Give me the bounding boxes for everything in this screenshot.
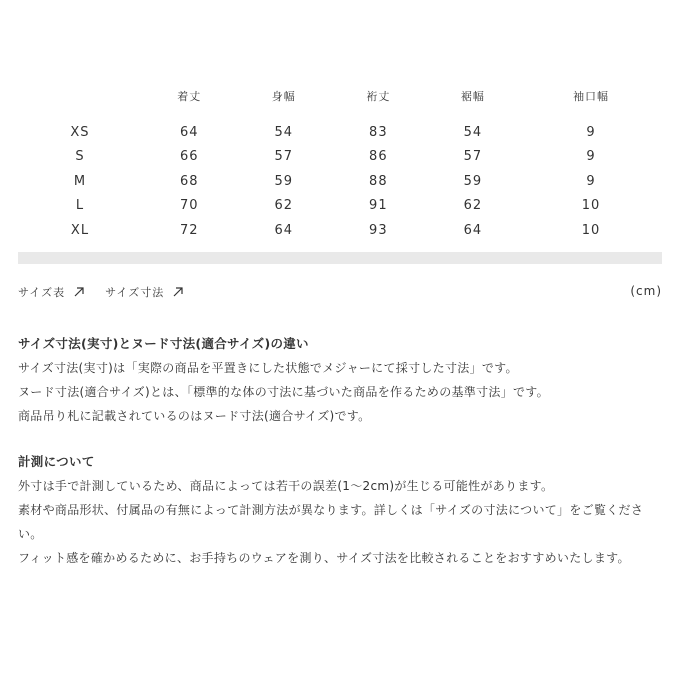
table-row: [18, 120, 662, 145]
cell-cuff-width: 10: [581, 222, 601, 238]
measurement-line: 素材や商品形状、付属品の有無によって計測方法が異なります。詳しくは「サイズの寸法について」をご覧ください。: [18, 503, 644, 541]
cell-length: 72: [179, 222, 199, 238]
header-cell-size: [18, 84, 142, 108]
header-cell-width: 身幅: [271, 90, 296, 103]
cell-hem-width: 54: [463, 124, 483, 140]
external-arrow-icon: [73, 286, 85, 298]
cell-width: 54: [274, 124, 294, 140]
measurement-line: 外寸は手で計測しているため、商品によっては若干の誤差(1〜2cm)が生じる可能性があります。: [18, 479, 554, 493]
size-links: [18, 284, 204, 300]
cell-length: 66: [179, 149, 199, 165]
table-row: [18, 218, 662, 243]
table-header-row: [18, 84, 662, 108]
row-size-label: L: [75, 198, 85, 214]
unit-label: (cm): [630, 284, 662, 298]
cell-hem-width: 62: [463, 198, 483, 214]
cell-cuff-width: 9: [586, 173, 596, 189]
measurement-heading: 計測について: [18, 454, 95, 469]
difference-heading: サイズ寸法(実寸)とヌード寸法(適合サイズ)の違い: [18, 336, 309, 351]
cell-cuff-width: 9: [586, 124, 596, 140]
cell-sleeve-length: 93: [369, 222, 388, 238]
cell-length: 68: [179, 173, 199, 189]
section-spacer: [18, 428, 666, 450]
cell-hem-width: 59: [463, 173, 483, 189]
cell-width: 64: [274, 222, 294, 238]
measurement-line: フィット感を確かめるために、お手持ちのウェアを測り、サイズ寸法を比較されることをおすすめいたします。: [18, 551, 630, 565]
size-chart-link-label: サイズ表: [18, 286, 66, 299]
cell-cuff-width: 10: [581, 198, 601, 214]
cell-hem-width: 57: [463, 149, 483, 165]
size-measure-link[interactable]: [105, 284, 184, 300]
table-row: [18, 145, 662, 170]
table-row: [18, 194, 662, 219]
cell-length: 64: [179, 124, 199, 140]
size-chart-link[interactable]: [18, 284, 85, 300]
table-row: [18, 169, 662, 194]
cell-width: 62: [274, 198, 294, 214]
external-arrow-icon: [172, 286, 184, 298]
size-notes: [18, 332, 666, 570]
difference-line: 商品吊り札に記載されているのはヌード寸法(適合サイズ)です。: [18, 409, 371, 423]
table-spacer-row: [18, 108, 662, 120]
row-size-label: S: [75, 149, 85, 165]
header-cell-length: 着丈: [177, 90, 202, 103]
size-measure-link-label: サイズ寸法: [105, 286, 165, 299]
header-cell-hem-width: 裾幅: [460, 90, 485, 103]
size-table: [18, 84, 662, 243]
difference-line: ヌード寸法(適合サイズ)とは、「標準的な体の寸法に基づいた商品を作るための基準寸法」です。: [18, 385, 549, 399]
row-size-label: XL: [70, 222, 90, 238]
header-cell-sleeve-length: 裄丈: [366, 90, 391, 103]
row-size-label: XS: [70, 124, 90, 140]
cell-sleeve-length: 86: [369, 149, 388, 165]
cell-sleeve-length: 83: [369, 124, 388, 140]
cell-cuff-width: 9: [586, 149, 596, 165]
cell-hem-width: 64: [463, 222, 483, 238]
cell-sleeve-length: 91: [369, 198, 388, 214]
cell-length: 70: [179, 198, 199, 214]
cell-width: 57: [274, 149, 294, 165]
cell-sleeve-length: 88: [369, 173, 388, 189]
difference-line: サイズ寸法(実寸)は「実際の商品を平置きにした状態でメジャーにて採寸した寸法」です。: [18, 361, 518, 375]
cell-width: 59: [274, 173, 294, 189]
header-cell-cuff-width: 袖口幅: [573, 90, 610, 103]
table-horizontal-scrollbar[interactable]: [18, 252, 662, 264]
row-size-label: M: [73, 173, 87, 189]
